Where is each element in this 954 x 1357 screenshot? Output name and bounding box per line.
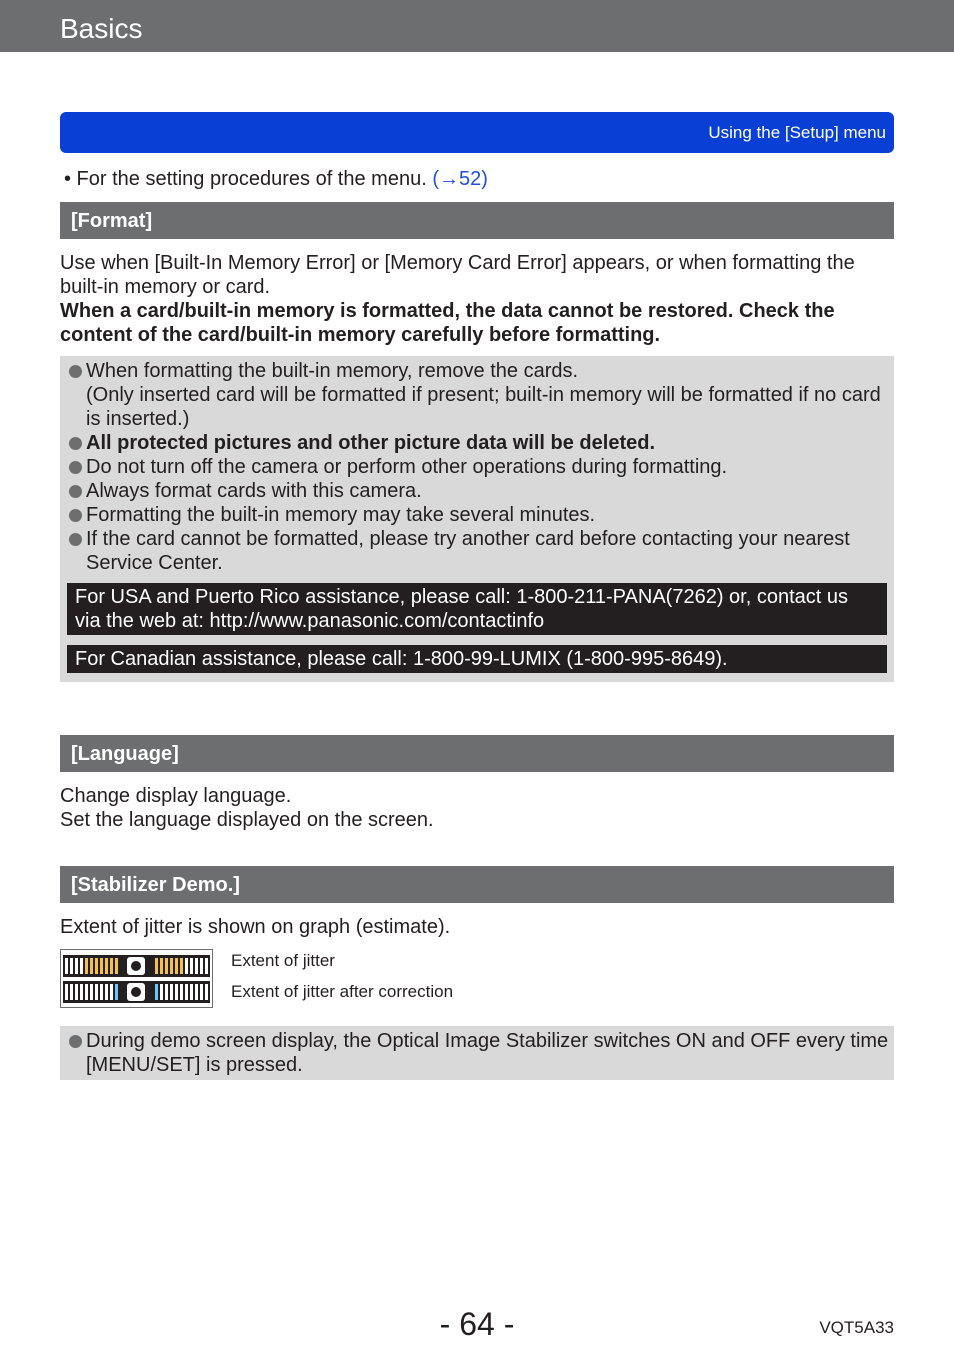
- format-heading-bar: [60, 202, 894, 239]
- language-heading-bar: [60, 735, 894, 772]
- chapter-title: Basics: [60, 13, 143, 44]
- camera-icon: [127, 983, 145, 1001]
- jitter-bar: [63, 955, 210, 977]
- page-number: - 64 -: [439, 1306, 515, 1342]
- bullet-icon: [69, 365, 82, 378]
- camera-icon: [127, 957, 145, 975]
- canada-assistance-band: For Canadian assistance, please call: 1-800-99-LUMIX (1-800-995-8649).: [67, 645, 887, 673]
- stabilizer-heading-bar: [60, 866, 894, 903]
- language-description: Change display language. Set the language displayed on the screen.: [60, 785, 434, 831]
- format-intro: [60, 251, 890, 347]
- section-nav-bar[interactable]: [60, 112, 894, 153]
- document-code: VQT5A33: [819, 1318, 894, 1337]
- bullet-icon: [69, 461, 82, 474]
- note-item: Always format cards with this camera.: [60, 479, 894, 503]
- stabilizer-heading: [Stabilizer Demo.]: [71, 874, 240, 896]
- note-item: During demo screen display, the Optical Image Stabilizer switches ON and OFF every time [MENU/SET] is pressed.: [60, 1029, 894, 1077]
- jitter-graph-image: [60, 949, 213, 1008]
- bullet-icon: [69, 485, 82, 498]
- header-bar: [0, 0, 954, 52]
- bullet-icon: [69, 533, 82, 546]
- format-heading: [Format]: [71, 210, 153, 232]
- usa-assistance-band: For USA and Puerto Rico assistance, please call: 1-800-211-PANA(7262) or, contact us via the web at: http://www.panasonic.com/contactinfo: [67, 583, 887, 635]
- note-item: When formatting the built-in memory, remove the cards. (Only inserted card will be formatted if present; built-in memory will be formatted if no card is inserted.): [60, 359, 894, 431]
- page-reference-link[interactable]: (→52): [432, 168, 488, 190]
- procedure-note-text: • For the setting procedures of the menu.: [64, 168, 433, 190]
- note-item: Do not turn off the camera or perform other operations during formatting.: [60, 455, 894, 479]
- note-item: All protected pictures and other picture data will be deleted.: [60, 431, 894, 455]
- jitter-caption: Extent of jitter: [231, 951, 335, 970]
- bullet-icon: [69, 437, 82, 450]
- note-item: If the card cannot be formatted, please try another card before contacting your nearest Service Center.: [60, 527, 894, 575]
- stabilizer-notes-box: [60, 1026, 894, 1080]
- format-intro-text: Use when [Built-In Memory Error] or [Memory Card Error] appears, or when formatting the built-in memory or card.: [60, 252, 855, 298]
- stabilizer-intro: Extent of jitter is shown on graph (estimate).: [60, 916, 451, 938]
- section-nav-label[interactable]: Using the [Setup] menu: [708, 123, 886, 142]
- language-heading: [Language]: [71, 743, 179, 765]
- format-notes-box: [60, 356, 894, 682]
- bullet-icon: [69, 509, 82, 522]
- bullet-icon: [69, 1035, 82, 1048]
- procedure-note: [64, 167, 488, 191]
- format-warning-text: When a card/built-in memory is formatted, the data cannot be restored. Check the content of the card/built-in memory carefully before formatting.: [60, 300, 835, 346]
- note-item: Formatting the built-in memory may take several minutes.: [60, 503, 894, 527]
- corrected-jitter-bar: [63, 981, 210, 1003]
- corrected-jitter-caption: Extent of jitter after correction: [231, 982, 454, 1001]
